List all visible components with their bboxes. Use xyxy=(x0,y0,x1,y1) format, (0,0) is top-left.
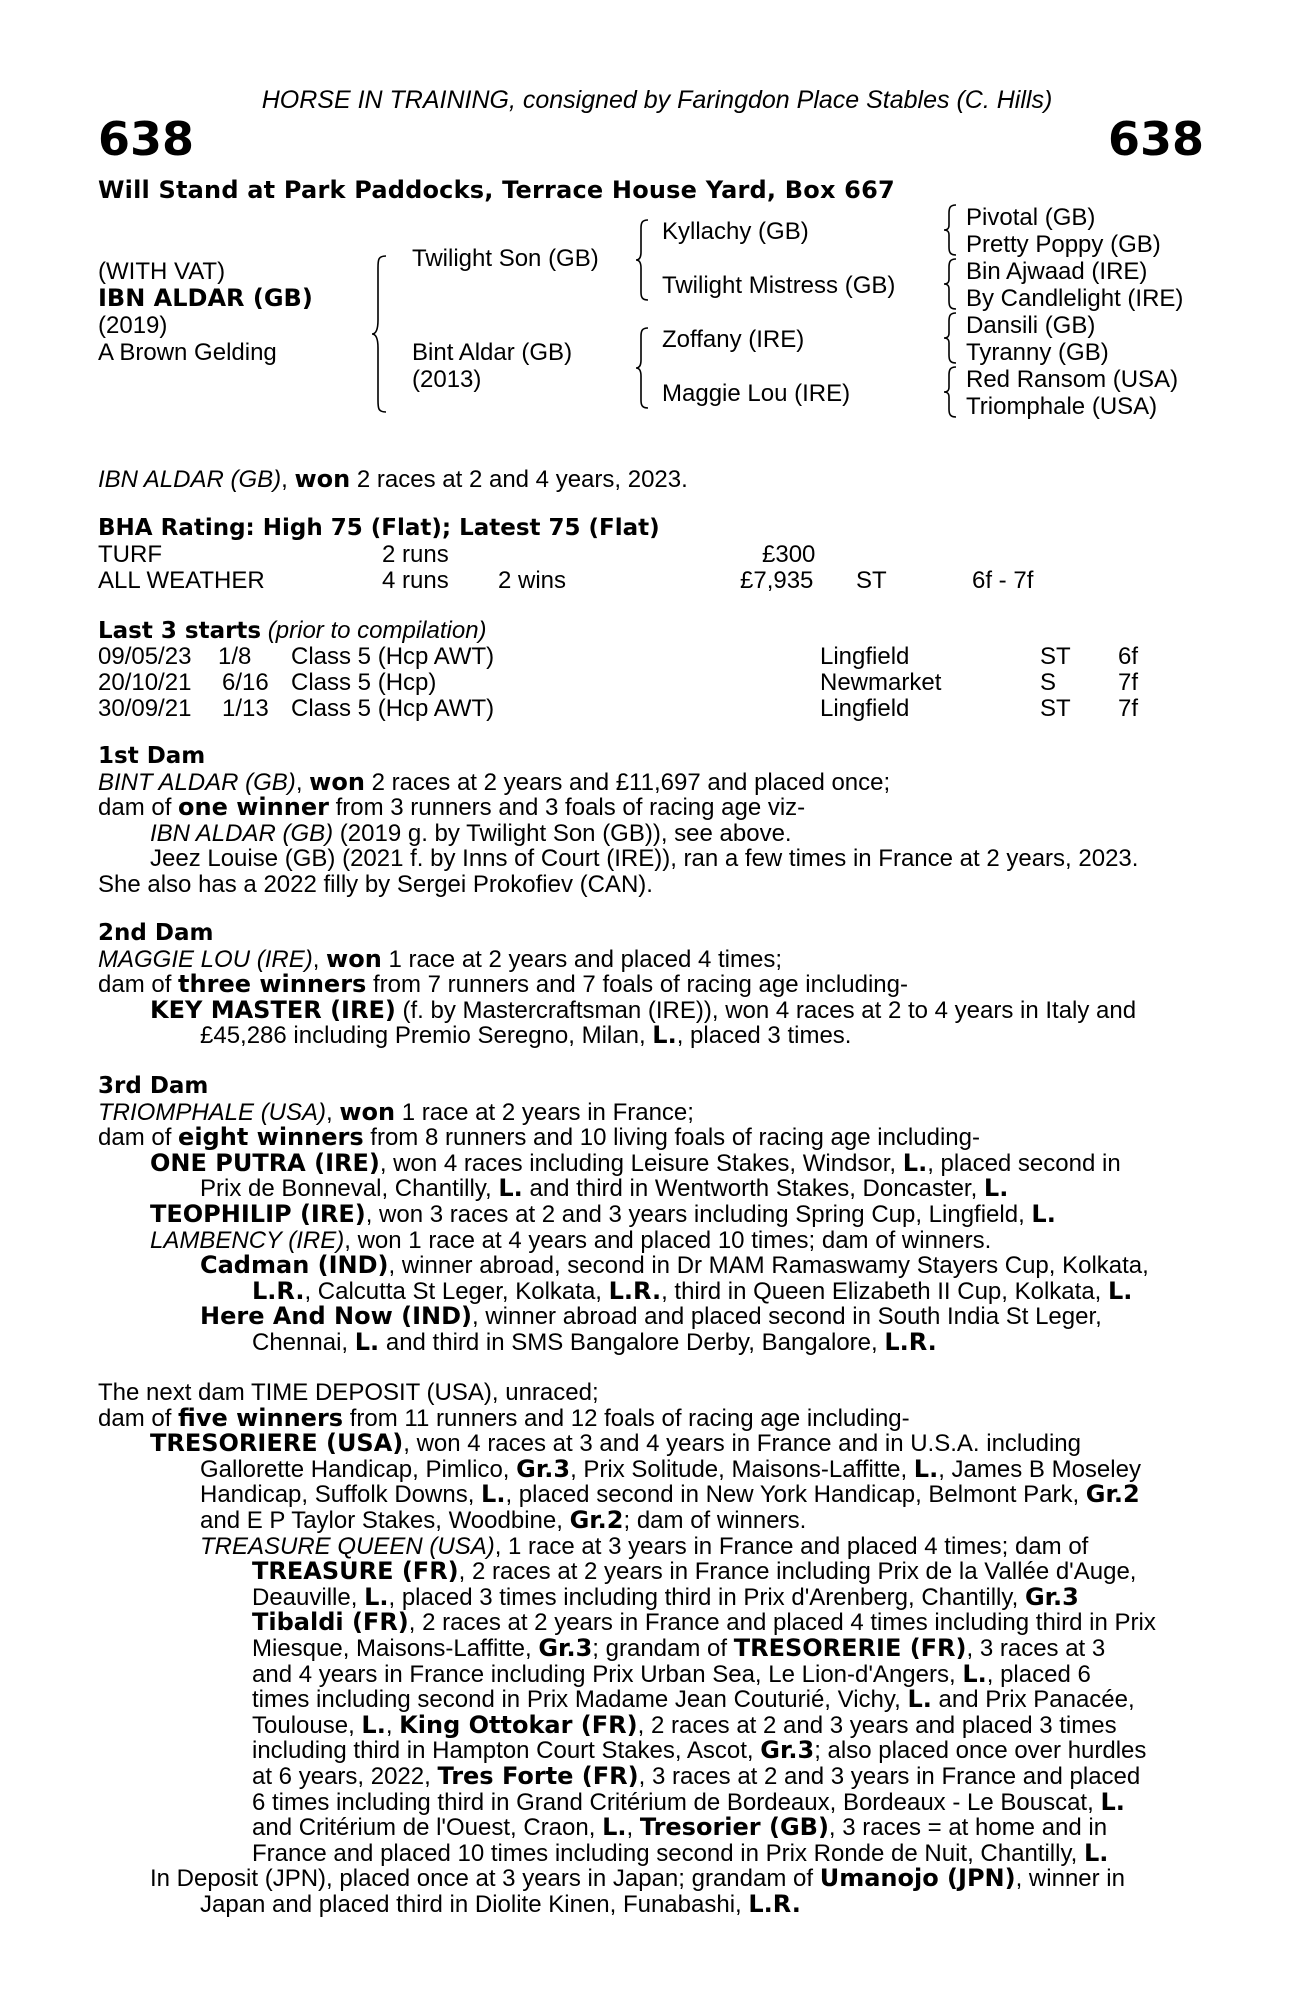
text: , Calcutta St Leger, Kolkata, xyxy=(304,1277,609,1305)
text: , 3 races at 3 xyxy=(966,1634,1106,1662)
pedigree-dds: Red Ransom (USA) xyxy=(966,366,1179,393)
pedigree-bracket-main xyxy=(372,256,388,412)
grand-progeny-line xyxy=(200,1304,1204,1330)
race-grade: L. xyxy=(602,1813,627,1842)
winners-count: three winners xyxy=(178,970,367,999)
race-grade: L. xyxy=(902,1148,928,1177)
stand-location: Will Stand at Park Paddocks, Terrace House Yard, Box 667 xyxy=(98,176,895,204)
race-grade: L. xyxy=(1100,1787,1125,1816)
text: France and placed 10 times including second in Prix Ronde de Nuit, Chantilly, xyxy=(252,1839,1085,1867)
progeny-record: (f. by Mastercraftsman (IRE)), won 4 races at 2 to 4 years in Italy and xyxy=(395,996,1137,1024)
great-grand-progeny-line xyxy=(252,1787,1204,1816)
pedigree-dam-sire: Zoffany (IRE) xyxy=(662,326,805,353)
race-grade: L. xyxy=(354,1327,380,1356)
text: Gallorette Handicap, Pimlico, xyxy=(200,1455,517,1483)
rating-going: ST xyxy=(856,567,887,594)
first-dam-title: 1st Dam xyxy=(98,743,206,769)
progeny-name: Tresorier (GB) xyxy=(639,1813,829,1842)
great-grand-progeny-line xyxy=(252,1659,1204,1688)
text: dam of xyxy=(98,1404,179,1432)
pedigree-bracket-g3-1 xyxy=(944,205,958,255)
text: , 2 races at 2 years in France and placed 4 times including third in Prix xyxy=(408,1609,1156,1637)
progeny-line-cont xyxy=(200,1889,1204,1918)
great-grand-progeny-line xyxy=(252,1710,1204,1739)
text: including third in Hampton Court Stakes, Ascot, xyxy=(252,1737,761,1765)
dam-name: TRIOMPHALE (USA) xyxy=(98,1098,327,1126)
text: ; also placed once over hurdles xyxy=(814,1737,1147,1765)
pedigree-ssd: Pretty Poppy (GB) xyxy=(966,231,1161,258)
pedigree-sds: Bin Ajwaad (IRE) xyxy=(966,258,1148,285)
text: from 8 runners and 10 living foals of racing age including- xyxy=(363,1124,980,1152)
progeny-name: KEY MASTER (IRE) xyxy=(150,995,396,1024)
text: Japan and placed third in Diolite Kinen, Funabashi, xyxy=(200,1890,749,1918)
race-grade: L.R. xyxy=(748,1889,801,1918)
progeny-line-cont xyxy=(200,1023,1204,1049)
catalogue-header: HORSE IN TRAINING, consigned by Faringdon Place Stables (C. Hills) xyxy=(261,86,1053,114)
start-going: ST xyxy=(1040,695,1071,722)
text: and 4 years in France including Prix Urban Sea, Le Lion-d'Angers, xyxy=(252,1660,963,1688)
progeny-name: TEOPHILIP (IRE) xyxy=(150,1199,366,1228)
grand-progeny-line xyxy=(200,1253,1204,1279)
won-label: won xyxy=(339,1097,396,1126)
race-grade: L. xyxy=(962,1659,987,1688)
rating-distance: 6f - 7f xyxy=(972,567,1034,594)
text: , won 1 race at 4 years and placed 10 times; dam of winners. xyxy=(344,1226,992,1254)
race-grade: L. xyxy=(498,1174,523,1203)
progeny-name: Here And Now (IND) xyxy=(200,1302,473,1331)
race-grade: Gr.3 xyxy=(760,1736,815,1765)
summary-won: won xyxy=(294,465,351,493)
progeny-name: TRESORERIE (FR) xyxy=(733,1633,967,1662)
text: , placed 3 times. xyxy=(676,1022,852,1050)
rating-surface: ALL WEATHER xyxy=(98,567,265,594)
race-grade: L. xyxy=(652,1021,677,1050)
start-date: 20/10/21 xyxy=(98,669,192,696)
third-dam-title: 3rd Dam xyxy=(98,1073,209,1099)
second-dam-line: MAGGIE LOU (IRE), won 1 race at 2 years and placed 4 times; xyxy=(98,944,782,973)
great-grand-progeny-line xyxy=(252,1738,1204,1764)
grand-progeny-line xyxy=(200,1534,1204,1560)
second-dam-title: 2nd Dam xyxy=(98,920,214,946)
start-distance: 7f xyxy=(1118,695,1139,722)
start-going: ST xyxy=(1040,643,1071,670)
next-dam-section xyxy=(98,1380,1204,1917)
text: , xyxy=(385,1711,400,1739)
last-starts-subtitle: (prior to compilation) xyxy=(261,617,487,644)
last-starts-heading xyxy=(98,617,487,645)
text: from 11 runners and 12 foals of racing age including- xyxy=(343,1404,910,1432)
text: dam of xyxy=(98,971,179,999)
next-dam-line: The next dam TIME DEPOSIT (USA), unraced; xyxy=(98,1379,599,1406)
text: , winner in xyxy=(1015,1865,1125,1893)
first-dam-note: She also has a 2022 filly by Sergei Prokofiev (CAN). xyxy=(98,870,653,898)
great-grand-progeny-line xyxy=(252,1687,1204,1713)
start-position: 1/13 xyxy=(222,695,269,722)
winners-count: eight winners xyxy=(178,1123,364,1152)
text: , 3 races = at home and in xyxy=(828,1814,1108,1842)
great-grand-progeny-line xyxy=(252,1761,1204,1790)
horse-year: (2019) xyxy=(98,312,168,339)
race-grade: L. xyxy=(907,1685,932,1714)
text: , 1 race at 3 years in France and placed 4 times; dam of xyxy=(494,1532,1089,1560)
great-grand-progeny-line xyxy=(252,1559,1204,1585)
text: , winner abroad and placed second in South India St Leger, xyxy=(472,1303,1102,1331)
first-dam-produce xyxy=(98,795,1204,821)
text: £45,286 including Premio Seregno, Milan, xyxy=(200,1022,653,1050)
race-grade: L. xyxy=(1031,1199,1056,1228)
pedigree-dam: Bint Aldar (GB) xyxy=(412,339,573,366)
text: , James B Moseley xyxy=(938,1455,1141,1483)
start-race: Class 5 (Hcp AWT) xyxy=(291,695,495,722)
dam-name: MAGGIE LOU (IRE) xyxy=(98,945,313,973)
text: Miesque, Maisons-Laffitte, xyxy=(252,1634,539,1662)
text: ; dam of winners. xyxy=(623,1506,807,1534)
text: , placed second in xyxy=(927,1149,1121,1177)
last-starts-title: Last 3 starts xyxy=(98,618,262,644)
rating-wins: 2 wins xyxy=(498,567,567,594)
race-grade: L. xyxy=(983,1174,1009,1203)
pedigree-bracket-g3-4 xyxy=(944,367,958,417)
text: , won 4 races at 3 and 4 years in France and in U.S.A. including xyxy=(403,1430,1081,1458)
first-dam-section xyxy=(98,744,1204,898)
dam-record: 1 race at 2 years in France; xyxy=(395,1098,694,1126)
pedigree-bracket-dam xyxy=(636,328,650,408)
start-date: 30/09/21 xyxy=(98,695,192,722)
won-label: won xyxy=(309,767,365,796)
rating-prize: £7,935 xyxy=(740,567,814,594)
text: , won 3 races at 2 and 3 years including Spring Cup, Lingfield, xyxy=(365,1200,1032,1228)
progeny-name: Umanojo (JPN) xyxy=(819,1864,1016,1893)
race-grade: L. xyxy=(481,1480,506,1509)
text: Handicap, Suffolk Downs, xyxy=(200,1481,482,1509)
summary-horse-name: IBN ALDAR (GB) xyxy=(98,466,282,493)
lot-number-left: 638 xyxy=(98,112,195,166)
start-distance: 6f xyxy=(1118,643,1139,670)
race-grade: Gr.2 xyxy=(1085,1480,1140,1509)
text: dam of xyxy=(98,794,179,822)
pedigree-bracket-g3-3 xyxy=(944,313,958,363)
great-grand-progeny-line xyxy=(252,1633,1204,1662)
rating-surface: TURF xyxy=(98,541,162,568)
text: Chennai, xyxy=(252,1328,355,1356)
grand-progeny-line-cont xyxy=(252,1276,1204,1305)
progeny-name: IBN ALDAR (GB) xyxy=(150,819,334,847)
second-dam-produce xyxy=(98,972,1204,998)
dam-name: BINT ALDAR (GB) xyxy=(98,768,296,796)
first-dam-line xyxy=(98,767,1204,796)
progeny-line xyxy=(150,1228,1204,1254)
horse-vat: (WITH VAT) xyxy=(98,258,226,285)
start-course: Lingfield xyxy=(820,643,910,670)
pedigree-sire-dam: Twilight Mistress (GB) xyxy=(662,272,896,299)
race-grade: L. xyxy=(361,1710,386,1739)
progeny-line-cont xyxy=(200,1454,1204,1483)
pedigree-dsd: Tyranny (GB) xyxy=(966,339,1109,366)
second-dam-section xyxy=(98,921,1204,1049)
progeny-name: Tres Forte (FR) xyxy=(437,1761,639,1790)
text: times including second in Prix Madame Jean Couturié, Vichy, xyxy=(252,1686,908,1714)
horse-name: IBN ALDAR (GB) xyxy=(98,284,313,312)
start-position: 6/16 xyxy=(222,669,269,696)
text: , 2 races at 2 years in France including Prix de la Vallée d'Auge, xyxy=(458,1558,1137,1586)
summary-rest: 2 races at 2 and 4 years, 2023. xyxy=(350,466,688,493)
progeny-name: TREASURE QUEEN (USA) xyxy=(200,1532,495,1560)
third-dam-produce xyxy=(98,1125,1204,1151)
text: , 3 races at 2 and 3 years in France and placed xyxy=(638,1762,1141,1790)
text: , Prix Solitude, Maisons-Laffitte, xyxy=(570,1455,914,1483)
winners-count: one winner xyxy=(178,793,329,822)
pedigree-bracket-g3-2 xyxy=(944,259,958,309)
third-dam-section xyxy=(98,1074,1204,1356)
progeny-name: Tibaldi (FR) xyxy=(252,1608,409,1637)
race-summary: IBN ALDAR (GB), won 2 races at 2 and 4 years, 2023. xyxy=(98,465,688,493)
start-going: S xyxy=(1040,669,1057,696)
pedigree-dam-year: (2013) xyxy=(412,366,482,393)
race-grade: Gr.3 xyxy=(1024,1582,1079,1611)
start-date: 09/05/23 xyxy=(98,643,192,670)
rating-prize: £300 xyxy=(762,541,816,568)
race-grade: L. xyxy=(913,1454,939,1483)
text: , placed second in New York Handicap, Belmont Park, xyxy=(505,1481,1086,1509)
start-position: 1/8 xyxy=(218,643,252,670)
progeny-name: TREASURE (FR) xyxy=(252,1557,459,1586)
text: 6 times including third in Grand Critérium de Bordeaux, Bordeaux - Le Bouscat, xyxy=(252,1788,1101,1816)
text: at 6 years, 2022, xyxy=(252,1762,438,1790)
pedigree-sire: Twilight Son (GB) xyxy=(412,245,599,272)
text: , won 4 races including Leisure Stakes, Windsor, xyxy=(379,1149,903,1177)
text: and third in SMS Bangalore Derby, Bangalore, xyxy=(379,1328,885,1356)
text: , xyxy=(626,1814,640,1842)
progeny-line-cont xyxy=(200,1505,1204,1534)
pedigree-sire-sire: Kyllachy (GB) xyxy=(662,218,809,245)
race-grade: L.R. xyxy=(884,1327,937,1356)
race-grade: Gr.2 xyxy=(569,1505,624,1534)
text: , winner abroad, second in Dr MAM Ramaswamy Stayers Cup, Kolkata, xyxy=(388,1252,1149,1280)
text: , 2 races at 2 and 3 years and placed 3 times xyxy=(637,1711,1117,1739)
start-race: Class 5 (Hcp AWT) xyxy=(291,643,495,670)
text: and Prix Panacée, xyxy=(931,1686,1135,1714)
start-race: Class 5 (Hcp) xyxy=(291,669,437,696)
start-course: Lingfield xyxy=(820,695,910,722)
race-grade: L.R. xyxy=(608,1276,662,1305)
text: In Deposit (JPN), placed once at 3 years in Japan; grandam of xyxy=(150,1865,820,1893)
text: from 7 runners and 7 foals of racing age including- xyxy=(366,971,908,999)
start-distance: 7f xyxy=(1118,669,1139,696)
great-grand-progeny-line xyxy=(252,1815,1204,1841)
dam-record: 1 race at 2 years and placed 4 times; xyxy=(381,945,782,973)
progeny-line: Jeez Louise (GB) (2021 f. by Inns of Court (IRE)), ran a few times in France at 2 years, 2023. xyxy=(150,845,1139,873)
text: , third in Queen Elizabeth II Cup, Kolkata, xyxy=(661,1277,1108,1305)
pedigree-sdd: By Candlelight (IRE) xyxy=(966,285,1184,312)
progeny-line-cont xyxy=(200,1176,1204,1202)
text: Prix de Bonneval, Chantilly, xyxy=(200,1175,499,1203)
progeny-line-cont xyxy=(200,1482,1204,1508)
progeny-name: TRESORIERE (USA) xyxy=(150,1429,404,1458)
text: from 3 runners and 3 foals of racing age viz- xyxy=(328,794,806,822)
rating-runs: 2 runs xyxy=(382,541,449,568)
dam-record: 2 races at 2 years and £11,697 and placed once; xyxy=(364,768,891,796)
text: , placed 6 xyxy=(986,1660,1091,1688)
won-label: won xyxy=(326,944,382,973)
pedigree-ddd: Triomphale (USA) xyxy=(966,393,1158,420)
text: and E P Taylor Stakes, Woodbine, xyxy=(200,1506,570,1534)
third-dam-line: TRIOMPHALE (USA), won 1 race at 2 years in France; xyxy=(98,1097,694,1126)
text: and Critérium de l'Ouest, Craon, xyxy=(252,1814,603,1842)
text: ; grandam of xyxy=(592,1634,734,1662)
rating-runs: 4 runs xyxy=(382,567,449,594)
text: , placed 3 times including third in Prix d'Arenberg, Chantilly, xyxy=(388,1583,1025,1611)
race-grade: L. xyxy=(364,1582,389,1611)
pedigree-dss: Dansili (GB) xyxy=(966,312,1096,339)
progeny-line xyxy=(150,1866,1204,1892)
next-dam-produce xyxy=(98,1403,1204,1432)
progeny-line xyxy=(150,821,1204,847)
progeny-line xyxy=(150,995,1204,1024)
lot-number-right: 638 xyxy=(1107,112,1204,166)
text: and third in Wentworth Stakes, Doncaster, xyxy=(522,1175,984,1203)
text: dam of xyxy=(98,1124,179,1152)
progeny-name: ONE PUTRA (IRE) xyxy=(150,1148,380,1177)
progeny-line xyxy=(150,1199,1204,1228)
progeny-name: King Ottokar (FR) xyxy=(399,1710,638,1739)
race-grade: L.R. xyxy=(252,1276,305,1305)
great-grand-progeny-line xyxy=(252,1582,1204,1611)
text: Toulouse, xyxy=(252,1711,362,1739)
race-grade: Gr.3 xyxy=(538,1633,593,1662)
race-grade: L. xyxy=(1108,1276,1133,1305)
progeny-name: Cadman (IND) xyxy=(200,1251,389,1280)
separator: , xyxy=(295,768,310,796)
winners-count: five winners xyxy=(178,1403,344,1432)
great-grand-progeny-line xyxy=(252,1610,1204,1636)
start-course: Newmarket xyxy=(820,669,942,696)
bha-rating: BHA Rating: High 75 (Flat); Latest 75 (Flat) xyxy=(98,515,660,541)
race-grade: Gr.3 xyxy=(516,1454,571,1483)
pedigree-bracket-sire xyxy=(636,220,650,300)
great-grand-progeny-line xyxy=(252,1838,1204,1867)
progeny-line xyxy=(150,1431,1204,1457)
progeny-name: LAMBENCY (IRE) xyxy=(150,1226,345,1254)
text: Deauville, xyxy=(252,1583,365,1611)
race-grade: L. xyxy=(1084,1838,1109,1867)
pedigree-dam-dam: Maggie Lou (IRE) xyxy=(662,380,851,407)
pedigree-sss: Pivotal (GB) xyxy=(966,204,1096,231)
progeny-line xyxy=(150,1148,1204,1177)
grand-progeny-line-cont xyxy=(252,1327,1204,1356)
horse-description: A Brown Gelding xyxy=(98,339,277,366)
progeny-record: (2019 g. by Twilight Son (GB)), see above. xyxy=(333,819,792,847)
